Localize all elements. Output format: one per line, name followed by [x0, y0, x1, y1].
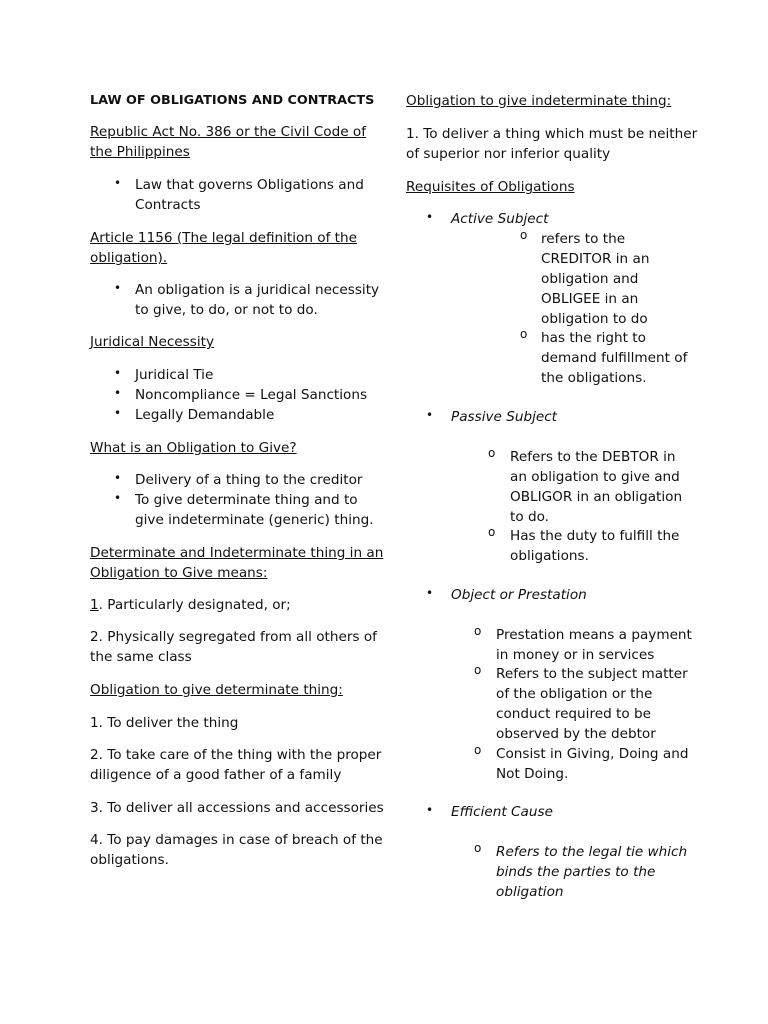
indeterminate-thing-heading: Obligation to give indeterminate thing:: [406, 93, 672, 109]
document-title: LAW OF OBLIGATIONS AND CONTRACTS: [90, 93, 375, 108]
give-bullet-2-line1: To give determinate thing and to: [135, 492, 358, 508]
article-heading-line2: obligation).: [90, 250, 168, 266]
bullet-icon: •: [114, 471, 122, 485]
passive-sub1-line3: OBLIGOR in an obligation: [510, 489, 683, 505]
active-sub1-line4: OBLIGEE in an: [541, 291, 639, 307]
object-sub3-line1: Consist in Giving, Doing and: [496, 746, 689, 762]
active-sub2-line1: has the right to: [541, 330, 646, 346]
sub-bullet-icon: o: [488, 446, 496, 460]
obligation-to-give-heading: What is an Obligation to Give?: [90, 440, 297, 456]
jn-bullet-1: Juridical Tie: [135, 367, 214, 383]
ra-heading-line1: Republic Act No. 386 or the Civil Code of: [90, 124, 367, 140]
active-sub1-line5: obligation to do: [541, 311, 648, 327]
sub-bullet-icon: o: [488, 525, 496, 539]
object-sub2-line1: Refers to the subject matter: [496, 666, 688, 682]
object-sub2-line3: conduct required to be: [496, 706, 652, 722]
determinate-heading-line2: Obligation to Give means:: [90, 565, 268, 581]
passive-sub2-line1: Has the duty to fulfill the: [510, 528, 680, 544]
bullet-icon: •: [114, 176, 122, 190]
determinate-item-1-text: . Particularly designated, or;: [98, 597, 291, 613]
bullet-icon: •: [114, 281, 122, 295]
bullet-icon: •: [426, 210, 434, 224]
bullet-icon: •: [426, 408, 434, 422]
give-bullet-1: Delivery of a thing to the creditor: [135, 472, 363, 488]
determinate-item-2-line1: 2. Physically segregated from all others of: [90, 629, 377, 645]
determinate-item-1-number: 1: [90, 597, 99, 613]
cause-sub1-line3: obligation: [496, 884, 564, 900]
jn-bullet-2: Noncompliance = Legal Sanctions: [135, 387, 368, 403]
ra-bullet-line1: Law that governs Obligations and: [135, 177, 364, 193]
object-sub3-line2: Not Doing.: [496, 766, 569, 782]
sub-bullet-icon: o: [474, 743, 482, 757]
article-bullet-line1: An obligation is a juridical necessity: [135, 282, 380, 298]
passive-sub1-line1: Refers to the DEBTOR in: [510, 449, 676, 465]
oit-item-1-line2: of superior nor inferior quality: [406, 146, 611, 162]
passive-subject-label: Passive Subject: [451, 409, 558, 425]
sub-bullet-icon: o: [520, 228, 528, 242]
bullet-icon: •: [114, 386, 122, 400]
ra-bullet-line2: Contracts: [135, 197, 201, 213]
bullet-icon: •: [114, 406, 122, 420]
active-sub2-line3: the obligations.: [541, 370, 647, 386]
determinate-item-1: [90, 595, 291, 615]
active-sub1-line2: CREDITOR in an: [541, 251, 650, 267]
odt-item-4-line1: 4. To pay damages in case of breach of the: [90, 832, 383, 848]
active-sub2-line2: demand fulfillment of: [541, 350, 688, 366]
juridical-necessity-heading: Juridical Necessity: [90, 334, 214, 350]
sub-bullet-icon: o: [520, 327, 528, 341]
requisites-heading: Requisites of Obligations: [406, 179, 575, 195]
passive-sub1-line2: an obligation to give and: [510, 469, 680, 485]
ra-heading-line2: the Philippines: [90, 144, 190, 160]
odt-item-4-line2: obligations.: [90, 852, 169, 868]
determinate-heading-line1: Determinate and Indeterminate thing in an: [90, 545, 384, 561]
active-subject-label: Active Subject: [451, 211, 549, 227]
active-sub1-line3: obligation and: [541, 271, 639, 287]
object-prestation-label: Object or Prestation: [451, 587, 587, 603]
object-sub2-line4: observed by the debtor: [496, 726, 656, 742]
article-heading-line1: Article 1156 (The legal definition of the: [90, 230, 357, 246]
bullet-icon: •: [114, 491, 122, 505]
odt-item-3: 3. To deliver all accessions and accessories: [90, 800, 384, 816]
efficient-cause-label: Efficient Cause: [451, 804, 553, 820]
passive-sub2-line2: obligations.: [510, 548, 589, 564]
odt-item-2-line1: 2. To take care of the thing with the proper: [90, 747, 382, 763]
object-sub1-line2: in money or in services: [496, 647, 655, 663]
bullet-icon: •: [426, 803, 434, 817]
give-bullet-2-line2: give indeterminate (generic) thing.: [135, 512, 374, 528]
bullet-icon: •: [114, 366, 122, 380]
determinate-item-2-line2: the same class: [90, 649, 192, 665]
bullet-icon: •: [426, 586, 434, 600]
article-bullet-line2: to give, to do, or not to do.: [135, 302, 318, 318]
sub-bullet-icon: o: [474, 663, 482, 677]
active-sub1-line1: refers to the: [541, 231, 626, 247]
sub-bullet-icon: o: [474, 624, 482, 638]
jn-bullet-3: Legally Demandable: [135, 407, 275, 423]
cause-sub1-line1: Refers to the legal tie which: [496, 844, 688, 860]
determinate-thing-heading: Obligation to give determinate thing:: [90, 682, 343, 698]
object-sub1-line1: Prestation means a payment: [496, 627, 692, 643]
sub-bullet-icon: o: [474, 841, 482, 855]
odt-item-1: 1. To deliver the thing: [90, 715, 239, 731]
cause-sub1-line2: binds the parties to the: [496, 864, 656, 880]
oit-item-1-line1: 1. To deliver a thing which must be neither: [406, 126, 698, 142]
odt-item-2-line2: diligence of a good father of a family: [90, 767, 342, 783]
object-sub2-line2: of the obligation or the: [496, 686, 653, 702]
passive-sub1-line4: to do.: [510, 509, 549, 525]
